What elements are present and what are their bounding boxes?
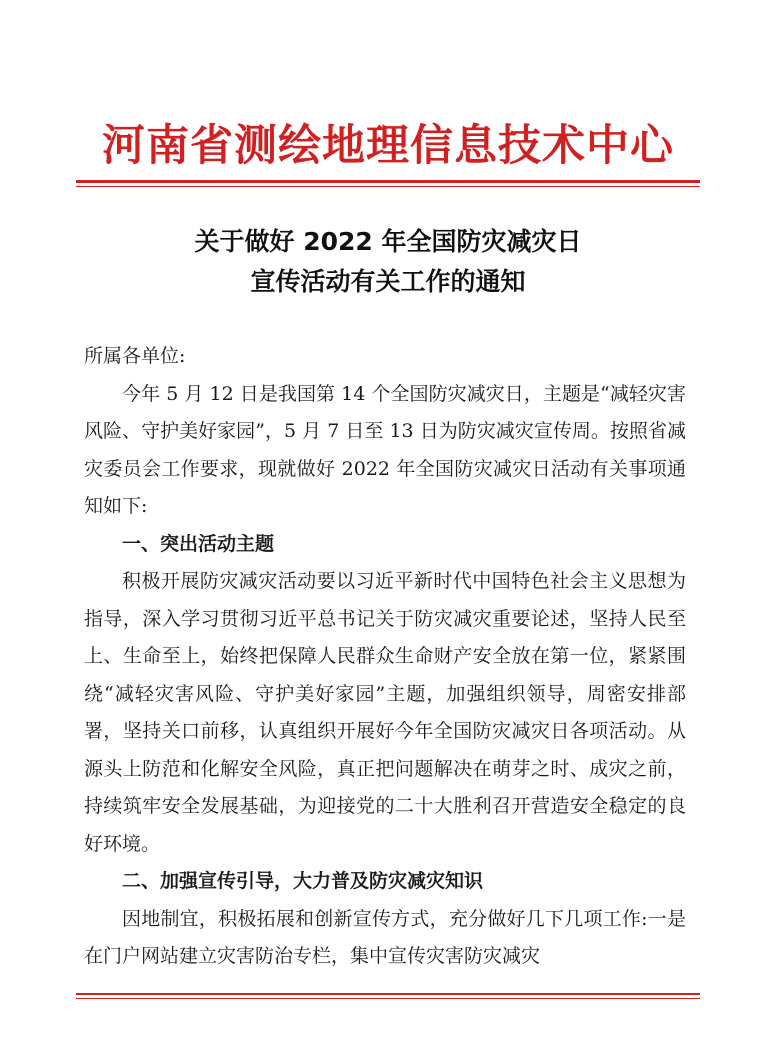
header-red-rule: [76, 180, 700, 183]
organization-header: 河南省测绘地理信息技术中心: [102, 121, 674, 171]
footer-red-rule: [76, 993, 700, 995]
section-2-paragraph: 因地制宜，积极拓展和创新宣传方式，充分做好几下几项工作:一是在门户网站建立灾害防治专栏，集中宣传灾害防灾减灾: [84, 907, 686, 967]
document-title-line-1: 关于做好 2022 年全国防灾减灾日: [194, 227, 582, 256]
document-body: [84, 338, 686, 976]
header-red-rule-thin: [76, 186, 700, 187]
section-1-paragraph: 积极开展防灾减灾活动要以习近平新时代中国特色社会主义思想为指导，深入学习贯彻习近平总书记关于防灾减灾重要论述，坚持人民至上、生命至上，始终把保障人民群众生命财产安全放在第一位，紧紧围绕“减轻灾害风险、守护美好家园”主题，加强组织领导，周密安排部署，坚持关口前移，认真组织开展好今年全国防灾减灾日各项活动。从源头上防范和化解安全风险，真正把问题解决在萌芽之时、成灾之前，持续筑牢安全发展基础，为迎接党的二十大胜利召开营造安全稳定的良好环境。: [84, 570, 686, 855]
footer-red-rule-thin: [76, 998, 700, 999]
salutation: 所属各单位:: [84, 345, 186, 367]
document-title-line-2: 宣传活动有关工作的通知: [250, 267, 526, 296]
intro-paragraph: 今年 5 月 12 日是我国第 14 个全国防灾减灾日，主题是“减轻灾害风险、守护美好家园”，5 月 7 日至 13 日为防灾减灾宣传周。按照省减灾委员会工作要求，现就做好 2022 年全国防灾减灾日活动有关事项通知如下:: [84, 382, 686, 517]
section-2-heading: 二、加强宣传引导，大力普及防灾减灾知识: [122, 870, 484, 892]
section-1-heading: 一、突出活动主题: [122, 532, 275, 555]
document-title: [78, 222, 698, 302]
